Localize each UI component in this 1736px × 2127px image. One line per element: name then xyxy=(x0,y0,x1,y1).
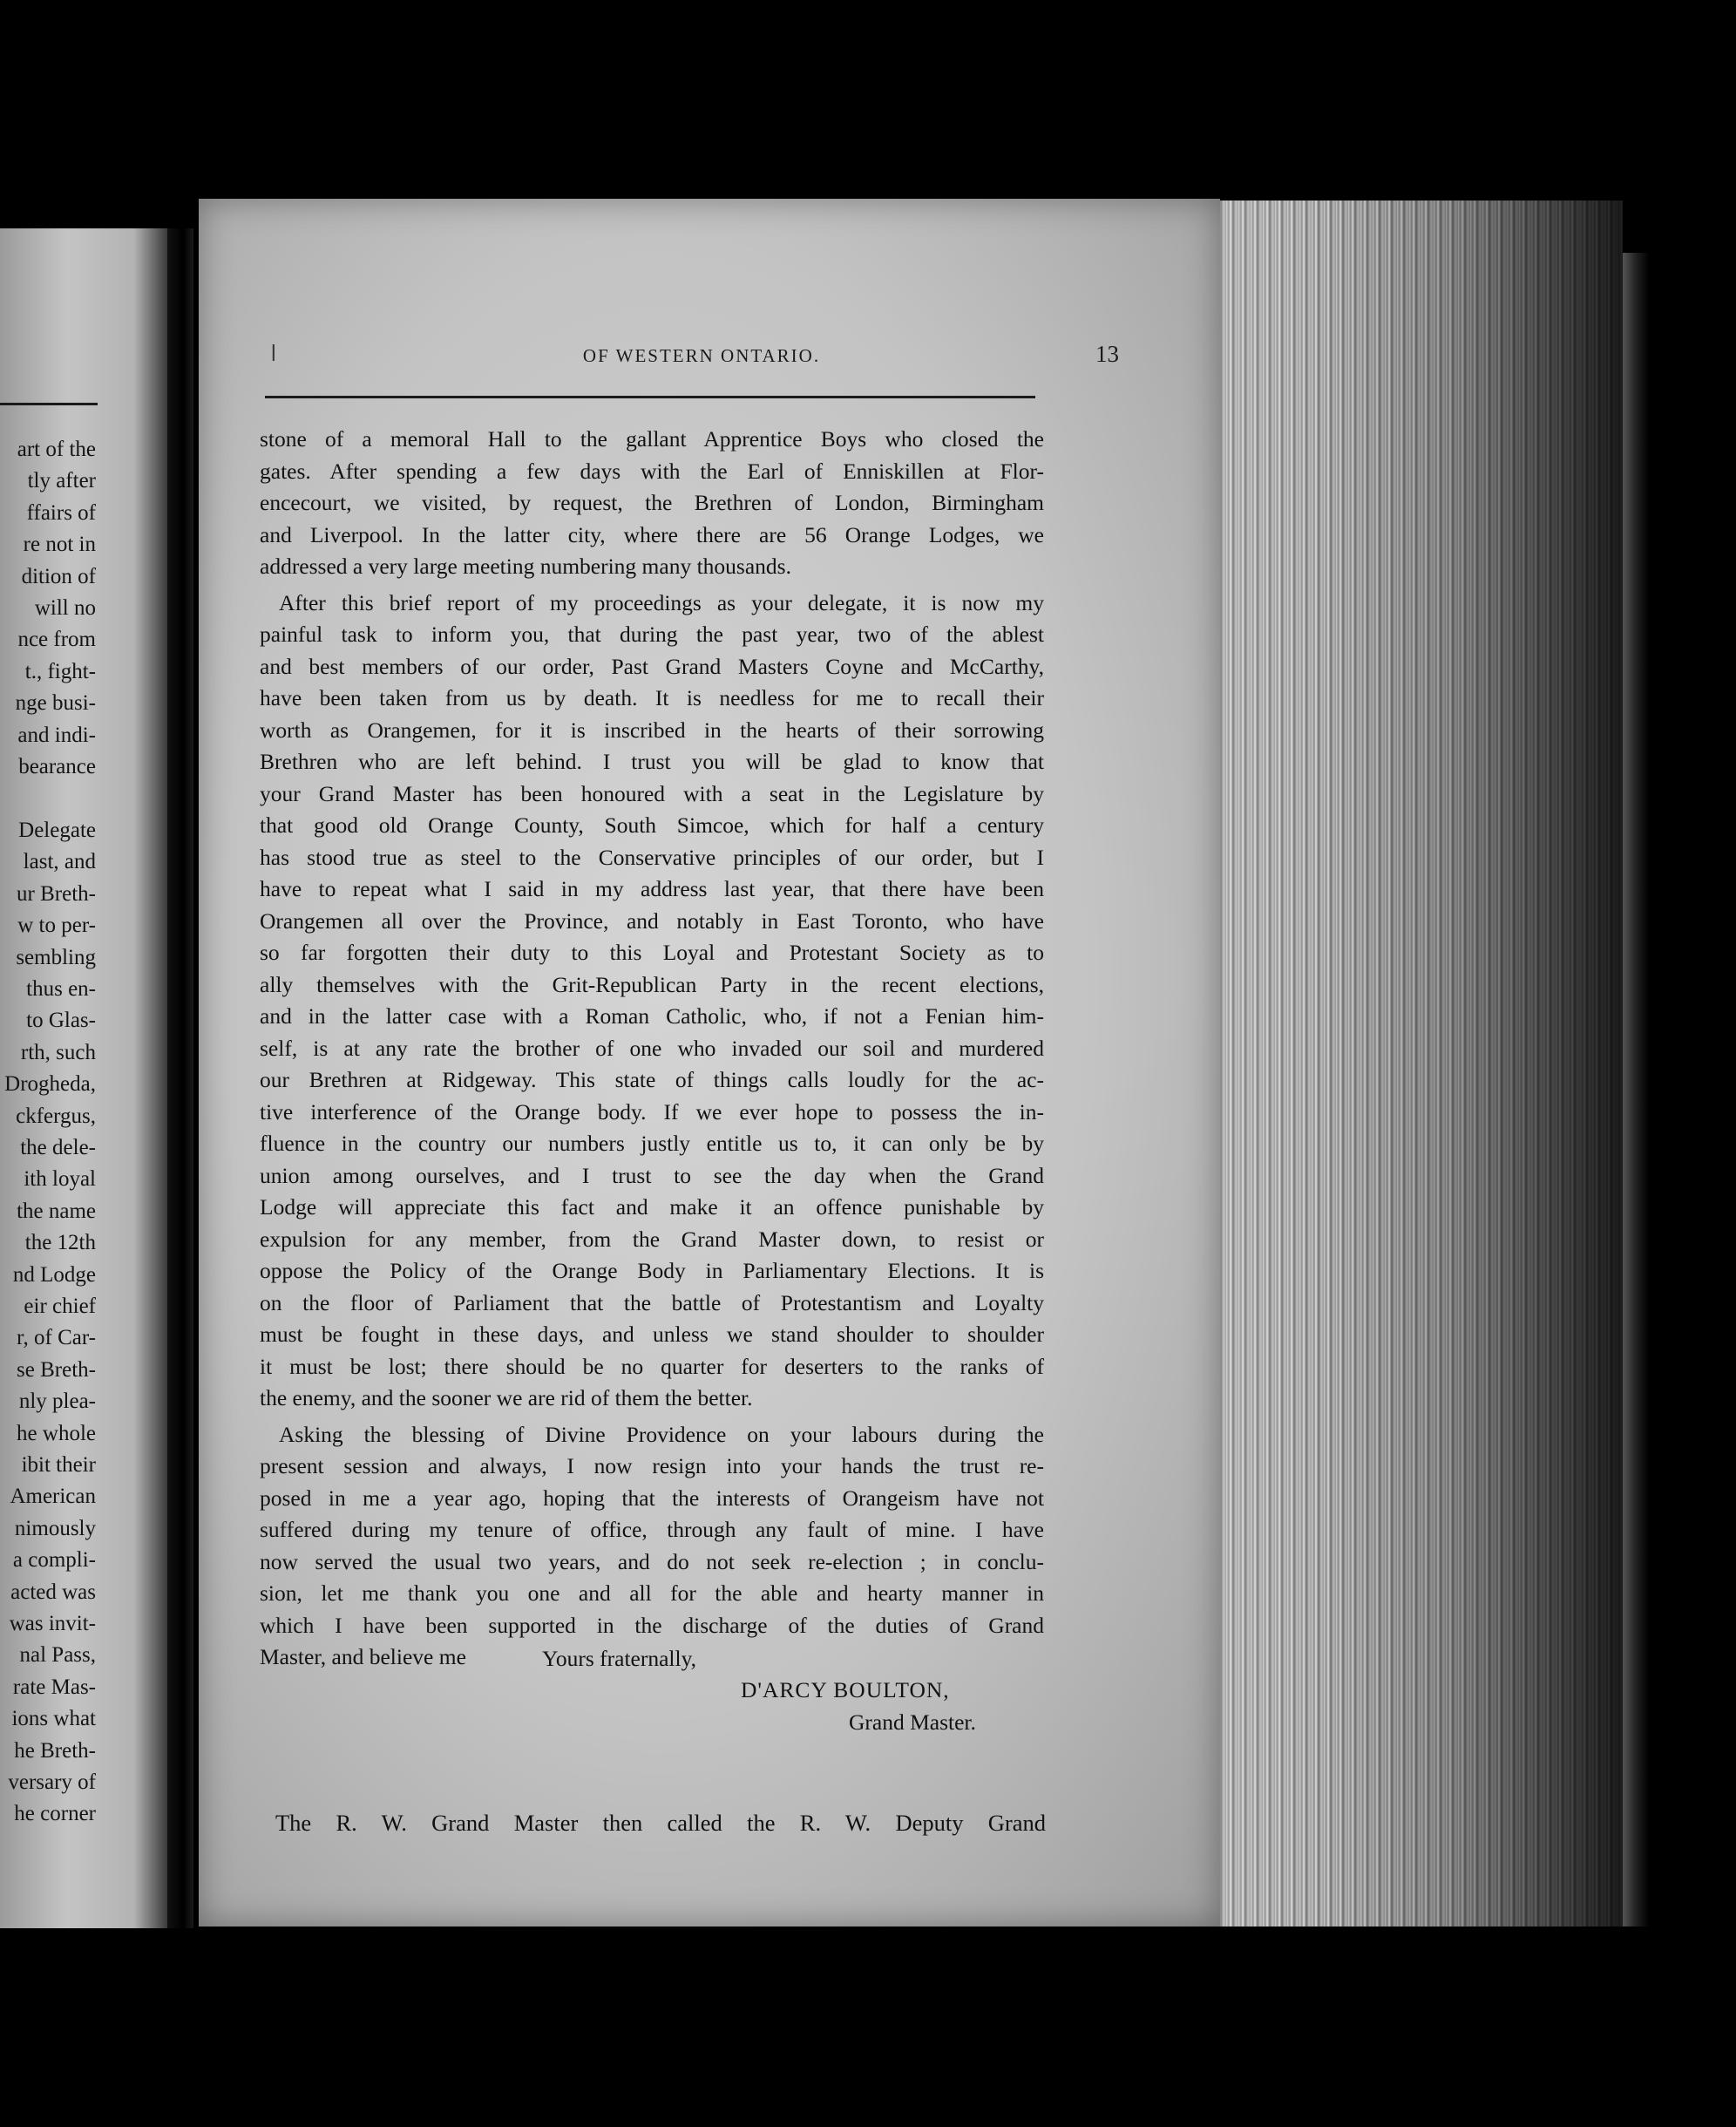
text-line: sion, let me thank you one and all for the able and hearty manner in xyxy=(260,1580,1044,1606)
left-page-line: versary of xyxy=(8,1770,96,1795)
left-page-line: tly after xyxy=(27,469,96,493)
text-line: your Grand Master has been honoured with a seat in the Legislature by xyxy=(260,780,1044,806)
text-line: gates. After spending a few days with the Earl of Enniskillen at Flor- xyxy=(260,458,1044,484)
left-page-line: thus en- xyxy=(26,976,96,1001)
left-page-line: ith loyal xyxy=(24,1167,96,1192)
left-page-line: and indi- xyxy=(17,723,96,747)
left-page-text xyxy=(4,434,96,1831)
text-line: union among ourselves, and I trust to see the day when the Grand xyxy=(260,1162,1044,1188)
text-line: and best members of our order, Past Grand Masters Coyne and McCarthy, xyxy=(260,653,1044,679)
left-page-line: re not in xyxy=(23,533,96,557)
left-page-line: art of the xyxy=(17,438,96,461)
text-line: encecourt, we visited, by request, the Brethren of London, Birmingham xyxy=(260,490,1044,515)
text-line: Asking the blessing of Divine Providence on your labours during the xyxy=(279,1421,1044,1447)
signature-block xyxy=(199,1646,1220,1777)
text-line: Brethren who are left behind. I trust you will be glad to know that xyxy=(260,749,1044,774)
text-line: painful task to inform you, that during the past year, two of the ablest xyxy=(260,622,1044,647)
text-line: and Liverpool. In the latter city, where there are 56 Orange Lodges, we xyxy=(260,521,1044,547)
header-mark: ǀ xyxy=(270,341,277,367)
text-line: have to repeat what I said in my address last year, that there have been xyxy=(260,876,1044,901)
text-line: our Brethren at Ridgeway. This state of things calls loudly for the ac- xyxy=(260,1067,1044,1092)
left-page-line: he Breth- xyxy=(14,1738,96,1763)
left-page-rule xyxy=(0,403,98,405)
left-page-line: ur Breth- xyxy=(17,881,96,906)
text-line: present session and always, I now resign into your hands the trust re- xyxy=(260,1453,1044,1478)
text-line: have been taken from us by death. It is needless for me to recall their xyxy=(260,685,1044,710)
signer-title: Grand Master. xyxy=(849,1709,976,1735)
left-page-line: acted was xyxy=(10,1580,96,1604)
running-head: OF WESTERN ONTARIO. xyxy=(582,345,821,366)
left-page-line: ibit their xyxy=(21,1453,96,1477)
left-page-line: se Breth- xyxy=(17,1357,96,1382)
left-page-line: rth, such xyxy=(20,1040,96,1064)
left-page-line: ckfergus, xyxy=(16,1104,96,1128)
left-page-line: nly plea- xyxy=(18,1390,96,1414)
left-facing-page xyxy=(0,228,167,1928)
text-line: which I have been supported in the discharge of the duties of Grand xyxy=(260,1612,1044,1638)
left-page-line: he corner xyxy=(14,1802,96,1826)
text-line: worth as Orangemen, for it is inscribed in the hearts of their sorrowing xyxy=(260,717,1044,743)
left-page-line: the dele- xyxy=(20,1135,96,1159)
paragraph xyxy=(260,1419,1044,1674)
text-line: addressed a very large meeting numbering many thousands. xyxy=(260,554,791,579)
text-line: oppose the Policy of the Orange Body in Parliamentary Elections. It is xyxy=(260,1258,1044,1283)
text-line: fluence in the country our numbers justly entitle us to, it can only be by xyxy=(260,1131,1044,1156)
left-page-line: w to per- xyxy=(17,914,96,938)
paragraph xyxy=(260,424,1044,583)
left-page-line: ffairs of xyxy=(26,500,96,525)
text-line: Lodge will appreciate this fact and make it an offence punishable by xyxy=(260,1194,1044,1220)
left-page-line: nal Pass, xyxy=(19,1643,96,1668)
left-page-line: Drogheda, xyxy=(4,1072,96,1097)
salutation: Yours fraternally, xyxy=(542,1646,697,1671)
book-gutter xyxy=(167,228,193,1928)
text-line: posed in me a year ago, hoping that the interests of Orangeism have not xyxy=(260,1485,1044,1511)
left-page-line: will no xyxy=(34,596,96,621)
left-page-line: Delegate xyxy=(18,818,96,842)
text-line: it must be lost; there should be no quarter for deserters to the ranks of xyxy=(260,1353,1044,1379)
page-edges-shading xyxy=(1190,200,1623,1927)
left-page-line: a compli- xyxy=(12,1548,96,1573)
main-page xyxy=(199,199,1220,1927)
book-cover-edge xyxy=(1623,253,1649,1927)
text-line: stone of a memoral Hall to the gallant Apprentice Boys who closed the xyxy=(260,426,1044,452)
left-page-line: he whole xyxy=(17,1421,96,1445)
left-page-line: last, and xyxy=(23,850,96,874)
text-line: the enemy, and the sooner we are rid of them the better. xyxy=(260,1385,753,1410)
text-line: must be fought in these days, and unless we stand shoulder to shoulder xyxy=(260,1322,1044,1347)
left-page-line: nge busi- xyxy=(15,691,96,716)
left-page-line: eir chief xyxy=(24,1294,96,1318)
left-page-line: sembling xyxy=(16,945,96,969)
text-line: self, is at any rate the brother of one who invaded our soil and murdered xyxy=(260,1035,1044,1061)
left-page-line: nd Lodge xyxy=(12,1262,96,1287)
left-page-line: the 12th xyxy=(24,1231,96,1255)
header-rule xyxy=(265,396,1035,398)
left-page-line: nce from xyxy=(17,628,96,652)
text-line: now served the usual two years, and do not seek re-election ; in conclu- xyxy=(260,1548,1044,1574)
left-page-line: nimously xyxy=(14,1516,96,1540)
left-page-line: ions what xyxy=(11,1707,96,1731)
text-line: Master, and believe me xyxy=(260,1644,466,1669)
paragraph xyxy=(260,588,1044,1415)
left-page-line: t., fight- xyxy=(24,659,96,683)
left-page-line: bearance xyxy=(18,755,96,779)
text-line: and in the latter case with a Roman Catholic, who, if not a Fenian him- xyxy=(260,1003,1044,1029)
text-line: so far forgotten their duty to this Loyal and Protestant Society as to xyxy=(260,940,1044,965)
text-line: tive interference of the Orange body. If we ever hope to possess the in- xyxy=(260,1098,1044,1125)
left-page-line xyxy=(4,783,96,814)
text-line: on the floor of Parliament that the battle of Protestantism and Loyalty xyxy=(260,1289,1044,1315)
body-text xyxy=(260,424,1044,1678)
left-page-line: dition of xyxy=(21,564,96,588)
left-page-line: r, of Car- xyxy=(17,1326,96,1350)
final-line: The R. W. Grand Master then called the R. W. Deputy Grand xyxy=(275,1810,1046,1836)
text-line: suffered during my tenure of office, through any fault of mine. I have xyxy=(260,1517,1044,1542)
left-page-line: the name xyxy=(17,1199,96,1223)
signer-name: D'ARCY BOULTON, xyxy=(741,1677,950,1702)
text-line: has stood true as steel to the Conservative principles of our order, but I xyxy=(260,844,1044,870)
text-line: that good old Orange County, South Simcoe, which for half a century xyxy=(260,812,1044,838)
page-number: 13 xyxy=(1095,341,1119,367)
text-line: After this brief report of my proceedings as your delegate, it is now my xyxy=(279,589,1044,615)
left-page-line: rate Mas- xyxy=(12,1675,96,1699)
text-line: expulsion for any member, from the Grand Master down, to resist or xyxy=(260,1226,1044,1252)
left-page-line: American xyxy=(10,1485,96,1509)
text-line: ally themselves with the Grit-Republican Party in the recent elections, xyxy=(260,971,1044,997)
text-line: Orangemen all over the Province, and notably in East Toronto, who have xyxy=(260,907,1044,934)
left-page-line: to Glas- xyxy=(26,1009,96,1033)
left-page-line: was invit- xyxy=(9,1612,96,1636)
